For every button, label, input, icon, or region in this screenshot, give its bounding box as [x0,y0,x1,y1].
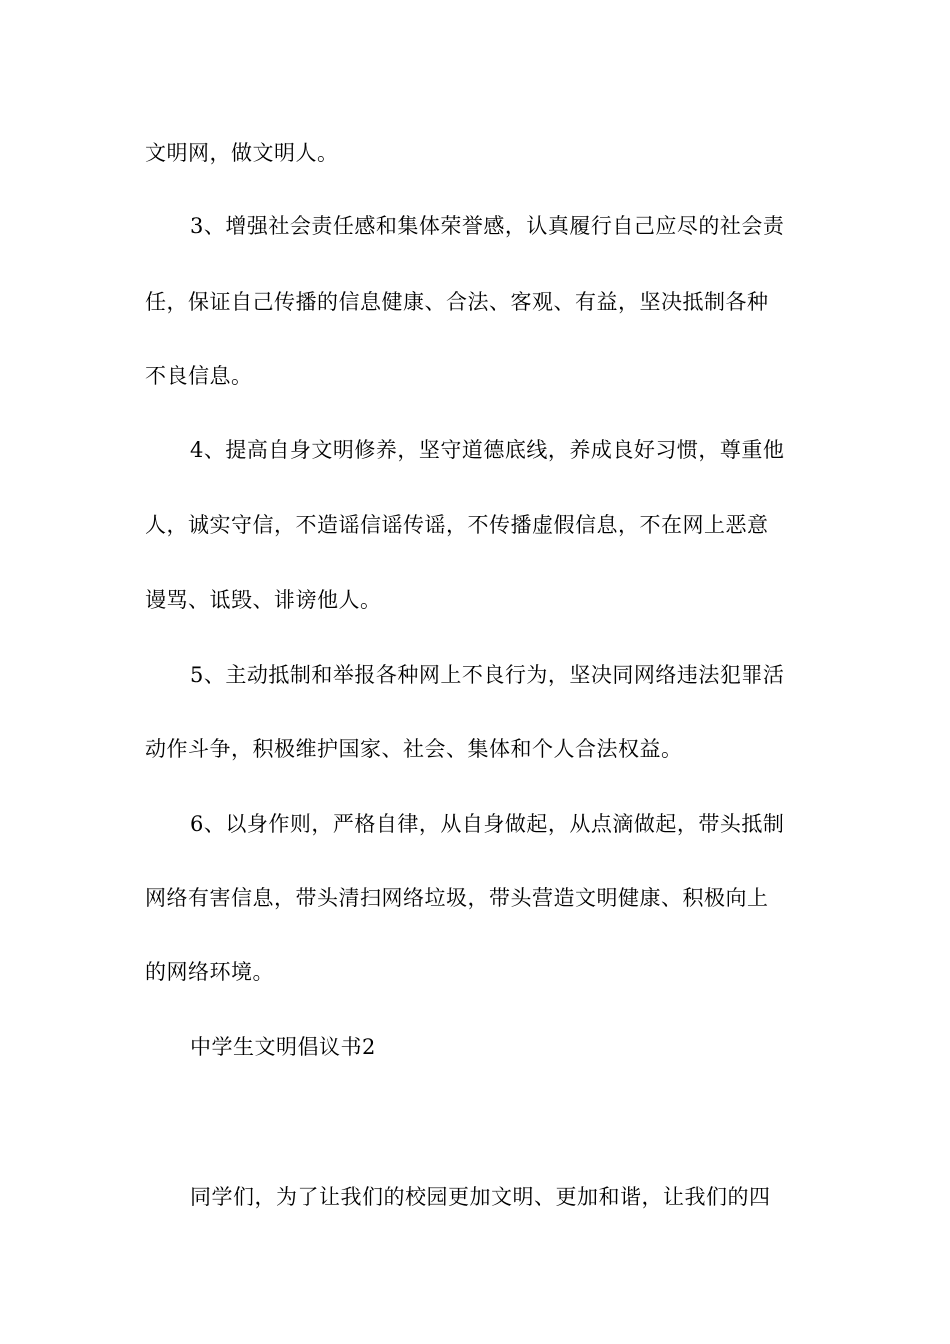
paragraph-line: 3、增强社会责任感和集体荣誉感，认真履行自己应尽的社会责 [190,214,785,238]
paragraph-line: 5、主动抵制和举报各种网上不良行为，坚决同网络违法犯罪活 [190,663,785,687]
paragraph-line: 文明网，做文明人。 [145,141,339,165]
paragraph-line: 动作斗争，积极维护国家、社会、集体和个人合法权益。 [145,737,683,761]
paragraph-line: 谩骂、诋毁、诽谤他人。 [145,588,382,612]
paragraph-line: 的网络环境。 [145,960,274,984]
paragraph-line: 网络有害信息，带头清扫网络垃圾，带头营造文明健康、积极向上 [145,886,769,910]
paragraph-line: 4、提高自身文明修养，坚守道德底线，养成良好习惯，尊重他 [190,438,785,462]
paragraph-line: 不良信息。 [145,364,253,388]
paragraph-line: 人，诚实守信，不造谣信谣传谣，不传播虚假信息，不在网上恶意 [145,513,769,537]
section-title: 中学生文明倡议书2 [190,1035,376,1059]
paragraph-line: 同学们，为了让我们的校园更加文明、更加和谐，让我们的四 [190,1185,771,1209]
paragraph-line: 任，保证自己传播的信息健康、合法、客观、有益，坚决抵制各种 [145,290,769,314]
paragraph-line: 6、以身作则，严格自律，从自身做起，从点滴做起，带头抵制 [190,812,785,836]
